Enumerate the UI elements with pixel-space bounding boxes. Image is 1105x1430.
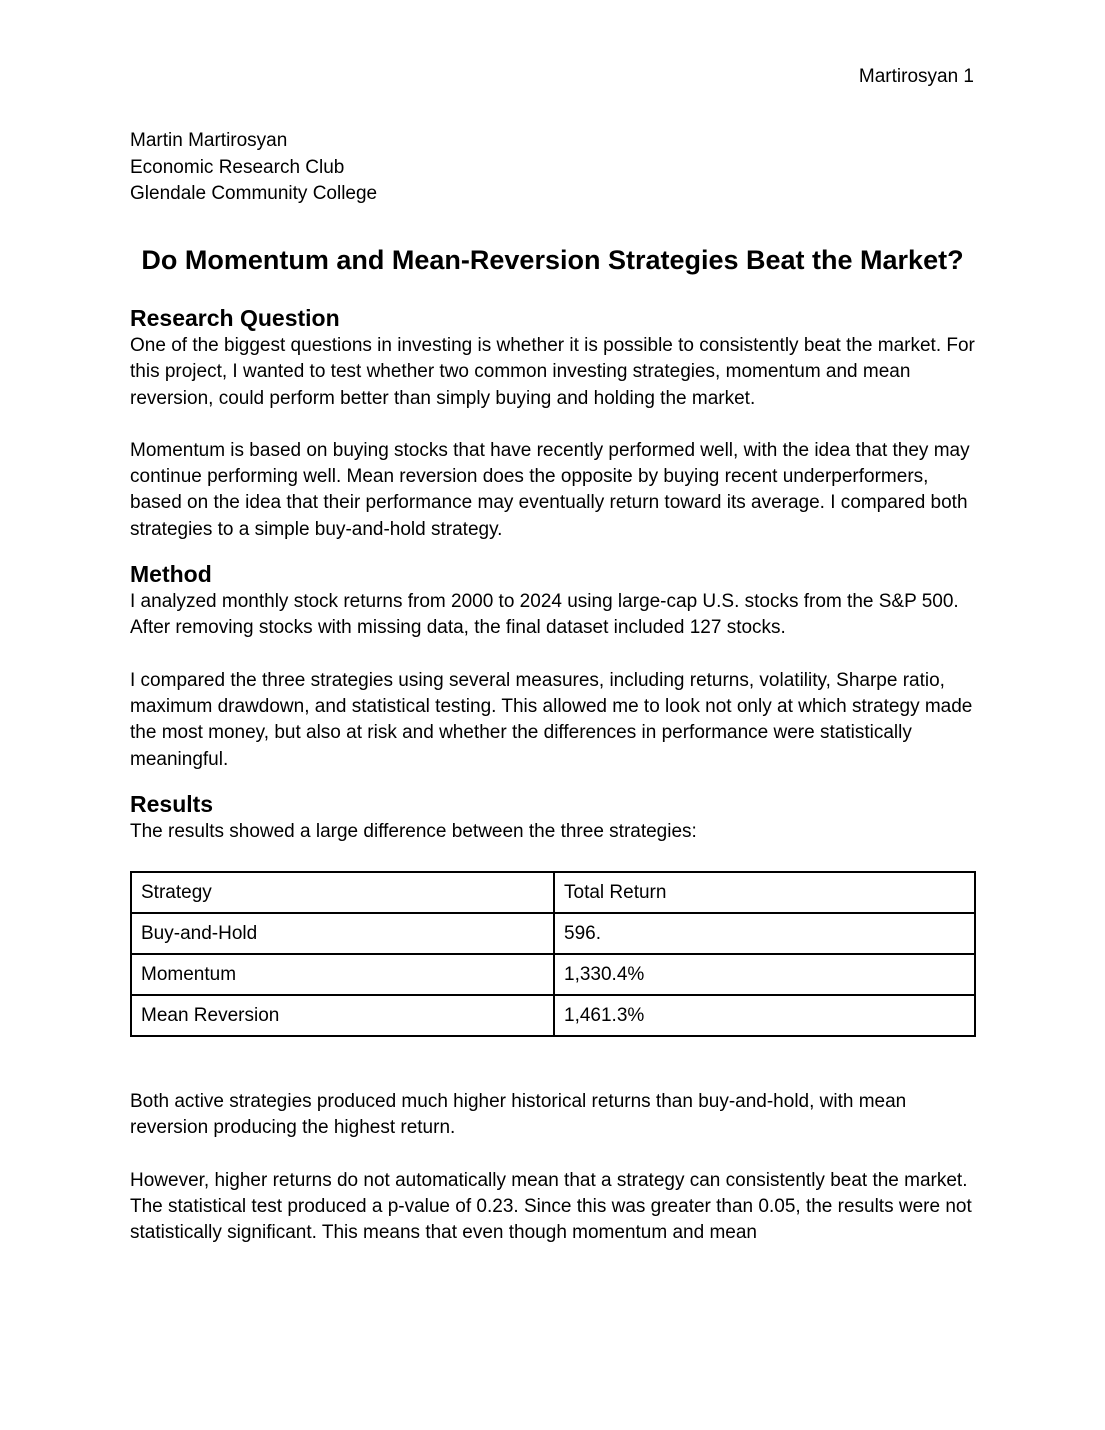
table-cell: Mean Reversion [131,995,554,1036]
author-institution: Glendale Community College [130,183,378,204]
results-table [130,871,976,1037]
table-row [131,995,975,1036]
table-header-row [131,872,975,913]
paragraph: However, higher returns do not automatically mean that a strategy can consistently beat the market. The statistical test produced a p-value of 0.23. Since this was greater than 0.05, the results were not statistically significant. This means that even though momentum and mean [130,1169,972,1244]
running-head: Martirosyan 1 [858,66,974,87]
table-header-cell: Total Return [554,872,975,913]
paragraph: Momentum is based on buying stocks that have recently performed well, with the idea that they may continue performing well. Mean reversion does the opposite by buying recent underperformers, based on the idea that their performance may eventually return toward its average. I compared both strategies to a simple buy-and-hold strategy. [130,439,970,540]
section-heading-method: Method [130,561,212,588]
author-organization: Economic Research Club [130,156,345,178]
table-row [131,913,975,954]
author-block [130,128,377,208]
table-row [131,954,975,995]
author-name: Martin Martirosyan [130,130,288,151]
paragraph: I compared the three strategies using several measures, including returns, volatility, Sharpe ratio, maximum drawdown, and statistical testing. This allowed me to look not only at which strategy made the most money, but also at risk and whether the differences in performance were statistically meaningful. [130,669,973,770]
document-title: Do Momentum and Mean-Reversion Strategies Beat the Market? [141,245,964,275]
section-heading-results: Results [130,790,214,817]
paragraph-spacer [130,1037,980,1089]
paragraph: Both active strategies produced much higher historical returns than buy-and-hold, with mean reversion producing the highest return. [130,1091,907,1139]
paragraph: One of the biggest questions in investing is whether it is possible to consistently beat the market. For this project, I wanted to test whether two common investing strategies, momentum and mean reversion, could perform better than simply buying and holding the market. [130,335,975,409]
document-body [130,303,980,1247]
paragraph-spacer [130,1142,980,1168]
paragraph-spacer [130,642,980,668]
paragraph-spacer [130,412,980,438]
section-spacer [130,543,980,559]
method-section [130,559,980,773]
table-cell: 596. [554,913,975,954]
paragraph: I analyzed monthly stock returns from 2000 to 2024 using large-cap U.S. stocks from the S&P 500. After removing stocks with missing data, the final dataset included 127 stocks. [130,591,959,639]
paragraph: The results showed a large difference between the three strategies: [130,820,697,842]
section-heading-research-question: Research Question [130,305,340,331]
section-spacer [130,773,980,789]
table-cell: 1,330.4% [554,954,975,995]
table-cell: 1,461.3% [554,995,975,1036]
table-cell: Momentum [131,954,554,995]
research-question-section [130,303,980,543]
table-cell: Buy-and-Hold [131,913,554,954]
table-header-cell: Strategy [131,872,554,913]
results-section [130,789,980,1247]
